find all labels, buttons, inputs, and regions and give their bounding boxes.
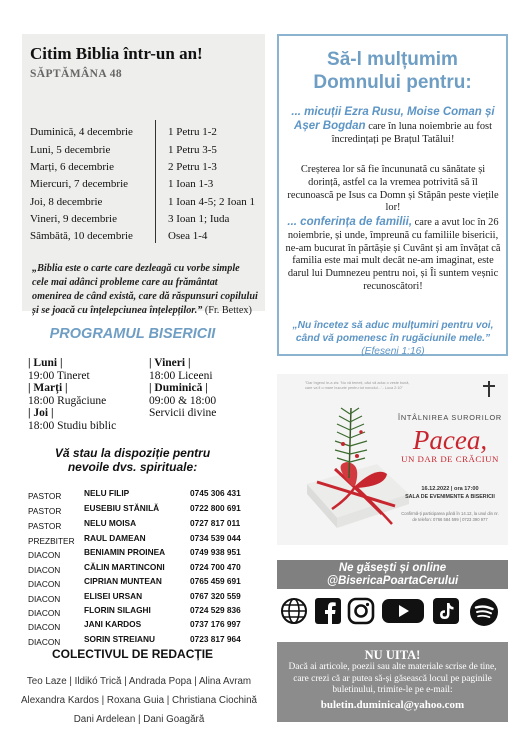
staff-phone[interactable]: 0724 700 470 <box>190 562 241 572</box>
online-banner <box>277 560 508 589</box>
reading-day: Duminică, 4 decembrie <box>30 126 133 138</box>
youtube-icon[interactable] <box>381 597 425 625</box>
program-day: | Vineri | <box>149 357 191 369</box>
bible-reading-box <box>22 34 265 316</box>
thanks-highlight: ... conferința de familii, <box>287 216 413 228</box>
staff-role: DIACON <box>28 594 61 604</box>
staff-row <box>28 488 278 502</box>
reminder-title: NU UITA! <box>364 648 421 662</box>
poster-venue: SALA DE EVENIMENTE A BISERICII <box>405 494 495 500</box>
reading-ref: 2 Petru 1-3 <box>168 161 217 173</box>
church-logo-icon <box>480 380 498 398</box>
thanks-text: care în luna noiembrie au fost încredințați pe Brațul Tatălui! <box>331 120 492 145</box>
week-label: SĂPTĂMÂNA 48 <box>30 68 123 80</box>
reading-ref: 1 Ioan 1-3 <box>168 178 214 190</box>
verse-text: „Nu încetez să aduc mulțumiri pentru voi, când vă pomenesc în rugăciunile mele.” <box>292 320 494 344</box>
thanks-paragraph <box>285 216 501 294</box>
poster-title2: UN DAR DE CRĂCIUN <box>401 454 499 464</box>
staff-name: FLORIN SILAGHI <box>84 605 151 615</box>
staff-name: CIPRIAN MUNTEAN <box>84 576 162 586</box>
staff-role: DIACON <box>28 579 61 589</box>
reading-ref: 3 Ioan 1; Iuda <box>168 213 230 225</box>
staff-row <box>28 591 278 605</box>
program-item: 18:00 Liceeni <box>149 369 213 382</box>
reading-day: Vineri, 9 decembrie <box>30 213 117 225</box>
availability-heading <box>0 446 265 474</box>
quote-text: „Biblia este o carte care dezleagă cu vorbe simple cele mai adânci probleme care au frământat omenirea de când există, care dă răspunsuri copilului și se joacă cu înțelepciunea înțelepților.” <box>32 263 258 316</box>
reading-ref: 1 Ioan 4-5; 2 Ioan 1 <box>168 196 256 208</box>
staff-row <box>28 605 278 619</box>
staff-row <box>28 634 278 648</box>
staff-role: PREZBITER <box>28 536 75 546</box>
facebook-icon[interactable] <box>314 597 342 625</box>
staff-name: NELU FILIP <box>84 488 130 498</box>
poster-quote: "Dar îngerul le-a zis: 'Nu vă temeți, căci vă aduc o veste bună, care va fi o mare bucurie pentru tot norodul...' - Luca 2:10" <box>305 381 410 390</box>
program-item: Servicii divine <box>149 407 217 420</box>
online-line: Ne găsești și online <box>338 562 447 574</box>
staff-phone[interactable]: 0765 459 691 <box>190 576 241 586</box>
editorial-names: Dani Ardelean | Dani Goagără <box>73 714 205 725</box>
thanks-paragraph: Creșterea lor să fie încununată cu sănătate și dorință, astfel ca la vremea potrivită să îl recunoască pe Isus ca Domn și Stăpân peste viețile lor! <box>287 164 499 214</box>
program-item: 18:00 Rugăciune <box>28 394 107 407</box>
poster-date: 16.12.2022 | ora 17:00 <box>421 486 479 492</box>
program-day: | Duminică | <box>149 382 208 395</box>
staff-phone[interactable]: 0727 817 011 <box>190 518 241 528</box>
bible-title: Citim Biblia într-un an! <box>30 44 203 63</box>
program-day: | Luni | <box>28 357 63 369</box>
reading-ref: 1 Petru 1-2 <box>168 126 217 138</box>
event-poster <box>277 374 508 545</box>
program-item: 19:00 Tineret <box>28 369 90 382</box>
reading-day: Joi, 8 decembrie <box>30 196 103 208</box>
program-title: PROGRAMUL BISERICII <box>49 326 216 342</box>
poster-info: Confirmă-ți participarea până în 14.12, la unul din nr. de telefon: 0766 584 599 | 0723 390 977 <box>401 511 499 522</box>
staff-role: PASTOR <box>28 506 62 516</box>
staff-row <box>28 503 278 517</box>
verse-ref: (Efeseni 1:16) <box>361 346 425 357</box>
staff-name: EUSEBIU STĂNILĂ <box>84 503 160 513</box>
program-item: 09:00 & 18:00 <box>149 394 217 407</box>
reading-day: Luni, 5 decembrie <box>30 144 111 156</box>
thanks-highlight: ... micuții Ezra Rusu, Moise Coman și Așer Bogdan <box>291 106 495 132</box>
staff-phone[interactable]: 0745 306 431 <box>190 488 241 498</box>
availability-line: nevoile dvs. spirituale: <box>67 460 198 474</box>
staff-row <box>28 562 278 576</box>
instagram-icon[interactable] <box>347 597 375 625</box>
staff-phone[interactable]: 0723 817 964 <box>190 634 241 644</box>
tiktok-icon[interactable] <box>432 597 460 625</box>
staff-phone[interactable]: 0722 800 691 <box>190 503 241 513</box>
staff-name: CĂLIN MARTINCONI <box>84 562 165 572</box>
thanks-paragraph <box>285 106 501 146</box>
staff-phone[interactable]: 0737 176 997 <box>190 619 241 629</box>
staff-role: DIACON <box>28 637 61 647</box>
staff-phone[interactable]: 0734 539 044 <box>190 533 241 543</box>
gratitude-box <box>277 34 508 356</box>
heading-line: Să-l mulțumim <box>327 49 458 70</box>
program-day: | Marți | <box>28 382 68 395</box>
staff-row <box>28 619 278 633</box>
staff-role: DIACON <box>28 550 61 560</box>
staff-name: RAUL DAMEAN <box>84 533 146 543</box>
staff-name: JANI KARDOS <box>84 619 142 629</box>
staff-row <box>28 547 278 561</box>
reading-ref: 1 Petru 3-5 <box>168 144 217 156</box>
editorial-title: COLECTIVUL DE REDACȚIE <box>51 647 214 661</box>
staff-name: SORIN STREIANU <box>84 634 155 644</box>
program-right-column <box>149 357 216 420</box>
reminder-body: Dacă ai articole, poezii sau alte materiale scrise de tine, care crezi că ar putea să-și găsească locul pe paginile buletinului, trimite-le pe e-mail: <box>288 662 497 696</box>
gratitude-heading <box>279 48 506 94</box>
staff-role: DIACON <box>28 622 61 632</box>
staff-phone[interactable]: 0749 938 951 <box>190 547 241 557</box>
reminder-box <box>277 642 508 722</box>
reading-day: Marți, 6 decembrie <box>30 161 114 173</box>
staff-name: BENIAMIN PROINEA <box>84 547 166 557</box>
staff-phone[interactable]: 0767 320 559 <box>190 591 241 601</box>
bible-quote <box>32 262 258 318</box>
staff-role: DIACON <box>28 608 61 618</box>
thanks-text: care a avut loc în 26 noiembrie, și unde, împreună cu familiile bisericii, ne-am bucurat în părtășie și Cuvânt și am învățat că familia este mai mult decât ne-am imaginat, este darul lui Dumnezeu pentru noi, și Îi suntem veșnic recunoscători! <box>285 217 501 292</box>
poster-title: Pacea, <box>412 425 488 455</box>
availability-line: Vă stau la dispoziție pentru <box>54 446 211 460</box>
reading-day: Sâmbătă, 10 decembrie <box>30 230 133 242</box>
staff-phone[interactable]: 0724 529 836 <box>190 605 241 615</box>
staff-row <box>28 533 278 547</box>
email-link[interactable]: buletin.duminical@yahoo.com <box>320 699 465 711</box>
quote-author: (Fr. Bettex) <box>204 305 252 316</box>
program-left-column <box>28 357 116 433</box>
staff-name: ELISEI URSAN <box>84 591 143 601</box>
heading-line: Domnului pentru: <box>313 72 472 93</box>
spotify-icon[interactable] <box>469 597 499 627</box>
bible-verse <box>285 319 501 358</box>
poster-subtitle: ÎNTÂLNIREA SURORILOR <box>398 413 502 422</box>
editorial-names: Alexandra Kardos | Roxana Guia | Christiana Ciochină <box>21 695 257 706</box>
staff-name: NELU MOISA <box>84 518 137 528</box>
online-handle[interactable]: @BisericaPoartaCerului <box>326 575 459 587</box>
reading-ref: Osea 1-4 <box>168 230 208 242</box>
staff-role: PASTOR <box>28 491 62 501</box>
editorial-names: Teo Laze | Ildikó Trică | Andrada Popa | Alina Avram <box>26 676 252 687</box>
staff-row <box>28 518 278 532</box>
staff-role: DIACON <box>28 565 61 575</box>
program-day: | Joi | <box>28 407 54 420</box>
staff-row <box>28 576 278 590</box>
globe-icon[interactable] <box>280 597 308 625</box>
reading-day: Miercuri, 7 decembrie <box>30 178 129 190</box>
staff-role: PASTOR <box>28 521 62 531</box>
program-item: 18:00 Studiu biblic <box>28 419 117 432</box>
